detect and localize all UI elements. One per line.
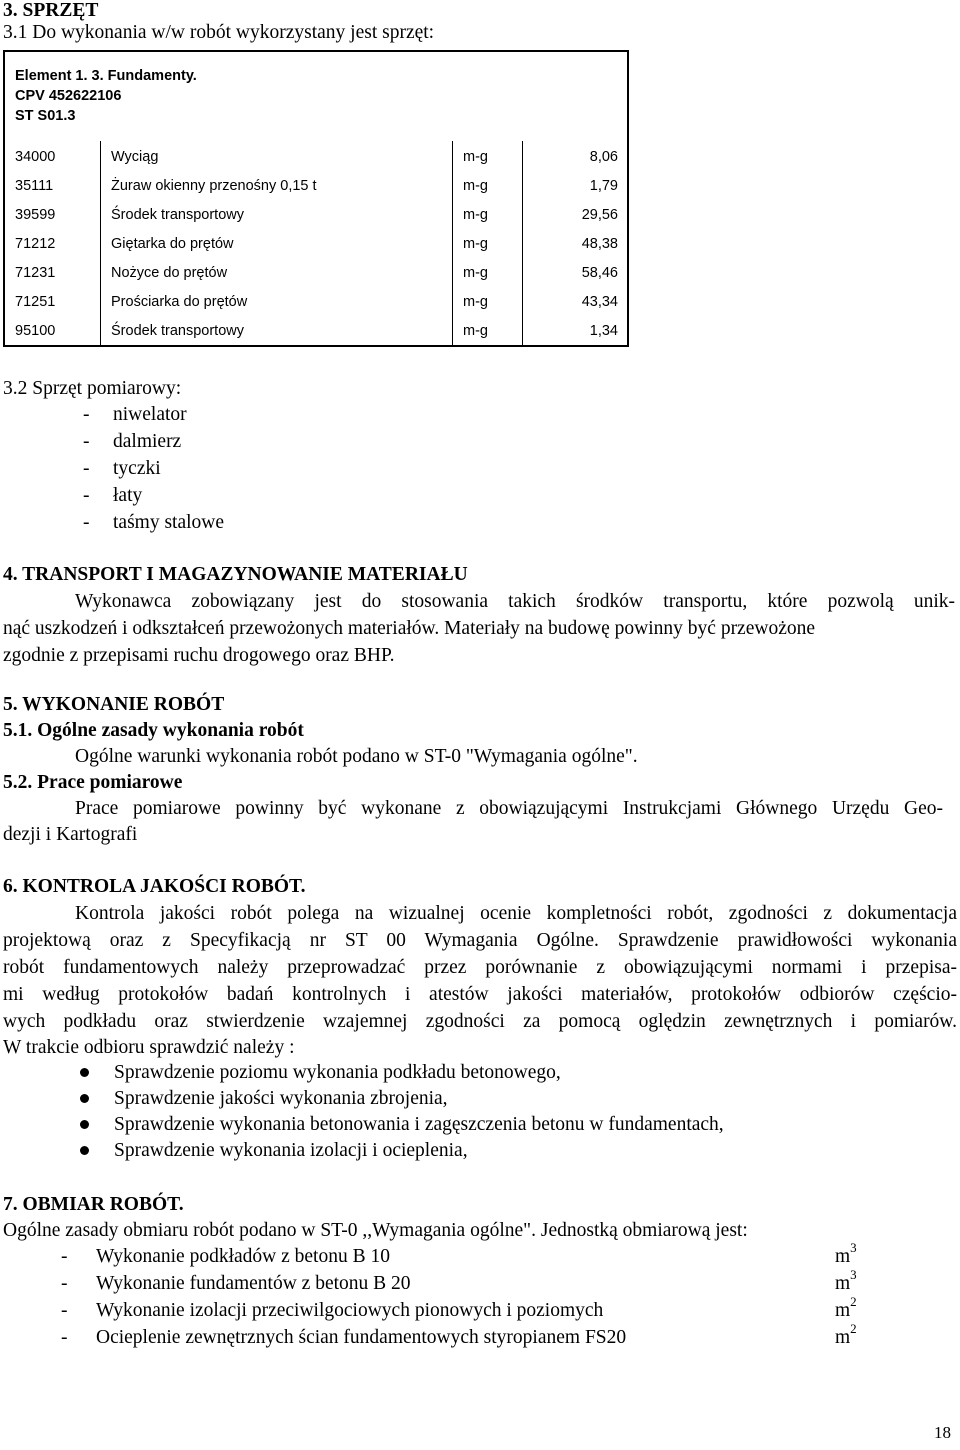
section-4-line: nąć uszkodzeń i odkształceń przewożonych materiałów. Materiały na budowę powinny być przewożone xyxy=(3,618,816,639)
section-6-line: mi według protokołów badań kontrolnych i atestów jakości materiałów, protokołów odbiorów częścio- xyxy=(3,984,957,1005)
section-5-2-line: dezji i Kartografi xyxy=(3,824,138,845)
measure-unit: $m^2$ xyxy=(835,1320,857,1348)
list-dash: - xyxy=(61,1300,68,1321)
section-4-line: zgodnie z przepisami ruchu drogowego oraz BHP. xyxy=(3,645,395,666)
bullet-icon xyxy=(80,1146,89,1155)
table-row xyxy=(5,172,627,201)
section-6-title: 6. KONTROLA JAKOŚCI ROBÓT. xyxy=(3,876,306,897)
equipment-code: 71212 xyxy=(15,236,56,252)
equipment-code: 71251 xyxy=(15,294,56,310)
table-row xyxy=(5,201,627,230)
equipment-unit: m-g xyxy=(463,178,488,194)
equipment-table-header xyxy=(15,66,197,126)
check-text: Sprawdzenie poziomu wykonania podkładu betonowego, xyxy=(114,1062,561,1083)
list-dash: - xyxy=(61,1327,68,1348)
table-row xyxy=(5,317,627,346)
equipment-unit: m-g xyxy=(463,236,488,252)
equipment-code: 71231 xyxy=(15,265,56,281)
measuring-tool: łaty xyxy=(113,485,143,506)
equipment-name: Nożyce do prętów xyxy=(111,265,228,281)
equipment-value: 43,34 xyxy=(581,294,618,310)
measuring-tool: niwelator xyxy=(113,404,187,425)
section-6-line: projektową oraz z Specyfikacją nr ST 00 Wymagania Ogólne. Sprawdzenie prawidłowości wykonania xyxy=(3,930,957,951)
measuring-tool: taśmy stalowe xyxy=(113,512,225,533)
measure-text: Ocieplenie zewnętrznych ścian fundamentowych styropianem FS20 xyxy=(96,1327,627,1348)
section-7-intro: Ogólne zasady obmiaru robót podano w ST-0 ,,Wymagania ogólne". Jednostką obmiarową jest: xyxy=(3,1220,748,1241)
check-text: Sprawdzenie wykonania izolacji i ocieplenia, xyxy=(114,1140,468,1161)
equipment-table xyxy=(3,50,629,347)
equipment-value: 29,56 xyxy=(581,207,618,223)
page-number: 18 xyxy=(934,1423,951,1442)
table-row xyxy=(5,259,627,288)
equipment-value: 58,46 xyxy=(581,265,618,281)
equipment-value: 1,34 xyxy=(589,323,618,339)
measure-item xyxy=(61,1239,881,1271)
measuring-tool: dalmierz xyxy=(113,431,182,452)
list-dash: - xyxy=(83,512,90,533)
bullet-icon xyxy=(80,1068,89,1077)
list-dash: - xyxy=(61,1273,68,1294)
section-5-2-line: Prace pomiarowe powinny być wykonane z obowiązującymi Instrukcjami Głównego Urzędu Geo- xyxy=(75,798,943,819)
check-text: Sprawdzenie jakości wykonania zbrojenia, xyxy=(114,1088,448,1109)
list-dash: - xyxy=(61,1246,68,1267)
measure-unit: $m^2$ xyxy=(835,1293,857,1321)
section-5-1-title: 5.1. Ogólne zasady wykonania robót xyxy=(3,720,304,741)
equipment-unit: m-g xyxy=(463,207,488,223)
equipment-value: 8,06 xyxy=(589,149,618,165)
equipment-unit: m-g xyxy=(463,294,488,310)
equipment-name: Żuraw okienny przenośny 0,15 t xyxy=(111,178,317,194)
cpv-label: CPV 452622106 xyxy=(15,88,122,104)
equipment-unit: m-g xyxy=(463,265,488,281)
equipment-name: Prościarka do prętów xyxy=(111,294,248,310)
equipment-name: Giętarka do prętów xyxy=(111,236,234,252)
section-6-line: robót fundamentowych należy przeprowadzać przez porównanie z obowiązującymi normami i przepisa- xyxy=(3,957,957,978)
check-text: Sprawdzenie wykonania betonowania i zagęszczenia betonu w fundamentach, xyxy=(114,1114,724,1135)
section-6-line: wych podkładu oraz stwierdzenie wzajemnej zgodności za pomocą oględzin zewnętrznych i pomiarów. xyxy=(3,1011,957,1032)
equipment-code: 35111 xyxy=(15,178,54,194)
list-dash: - xyxy=(83,485,90,506)
measure-unit: $m^3$ xyxy=(835,1239,857,1267)
section-5-title: 5. WYKONANIE ROBÓT xyxy=(3,694,225,715)
section-3-title: 3. SPRZĘT xyxy=(3,0,99,21)
measure-item xyxy=(61,1293,881,1325)
equipment-name: Wyciąg xyxy=(111,149,159,165)
measure-item xyxy=(61,1320,881,1352)
table-row xyxy=(5,143,627,172)
equipment-name: Środek transportowy xyxy=(111,323,244,339)
measuring-tool: tyczki xyxy=(113,458,161,479)
element-label: Element 1. 3. Fundamenty. xyxy=(15,68,197,84)
measure-unit: $m^3$ xyxy=(835,1266,857,1294)
equipment-code: 34000 xyxy=(15,149,56,165)
equipment-name: Środek transportowy xyxy=(111,207,244,223)
section-4-line: Wykonawca zobowiązany jest do stosowania takich środków transportu, które pozwolą unik- xyxy=(75,591,955,612)
equipment-code: 39599 xyxy=(15,207,56,223)
section-5-1-text: Ogólne warunki wykonania robót podano w ST-0 "Wymagania ogólne". xyxy=(75,746,638,767)
section-6-line: Kontrola jakości robót polega na wizualnej ocenie kompletności robót, zgodności z dokumentacja xyxy=(75,903,957,924)
section-3-1-title: 3.1 Do wykonania w/w robót wykorzystany jest sprzęt: xyxy=(3,22,435,43)
st-label: ST S01.3 xyxy=(15,108,76,124)
section-5-2-title: 5.2. Prace pomiarowe xyxy=(3,772,183,793)
list-dash: - xyxy=(83,404,90,425)
table-row xyxy=(5,288,627,317)
equipment-code: 95100 xyxy=(15,323,56,339)
measure-text: Wykonanie fundamentów z betonu B 20 xyxy=(96,1273,411,1294)
equipment-unit: m-g xyxy=(463,149,488,165)
measure-item xyxy=(61,1266,881,1298)
section-4-title: 4. TRANSPORT I MAGAZYNOWANIE MATERIAŁU xyxy=(3,564,468,585)
list-dash: - xyxy=(83,431,90,452)
section-3-2-title: 3.2 Sprzęt pomiarowy: xyxy=(3,378,182,399)
bullet-icon xyxy=(80,1120,89,1129)
check-intro: W trakcie odbioru sprawdzić należy : xyxy=(3,1037,295,1058)
table-row xyxy=(5,230,627,259)
equipment-unit: m-g xyxy=(463,323,488,339)
section-7-title: 7. OBMIAR ROBÓT. xyxy=(3,1194,184,1215)
equipment-value: 48,38 xyxy=(581,236,618,252)
bullet-icon xyxy=(80,1094,89,1103)
equipment-value: 1,79 xyxy=(589,178,618,194)
measure-text: Wykonanie izolacji przeciwilgociowych pionowych i poziomych xyxy=(96,1300,604,1321)
measure-text: Wykonanie podkładów z betonu B 10 xyxy=(96,1246,390,1267)
list-dash: - xyxy=(83,458,90,479)
